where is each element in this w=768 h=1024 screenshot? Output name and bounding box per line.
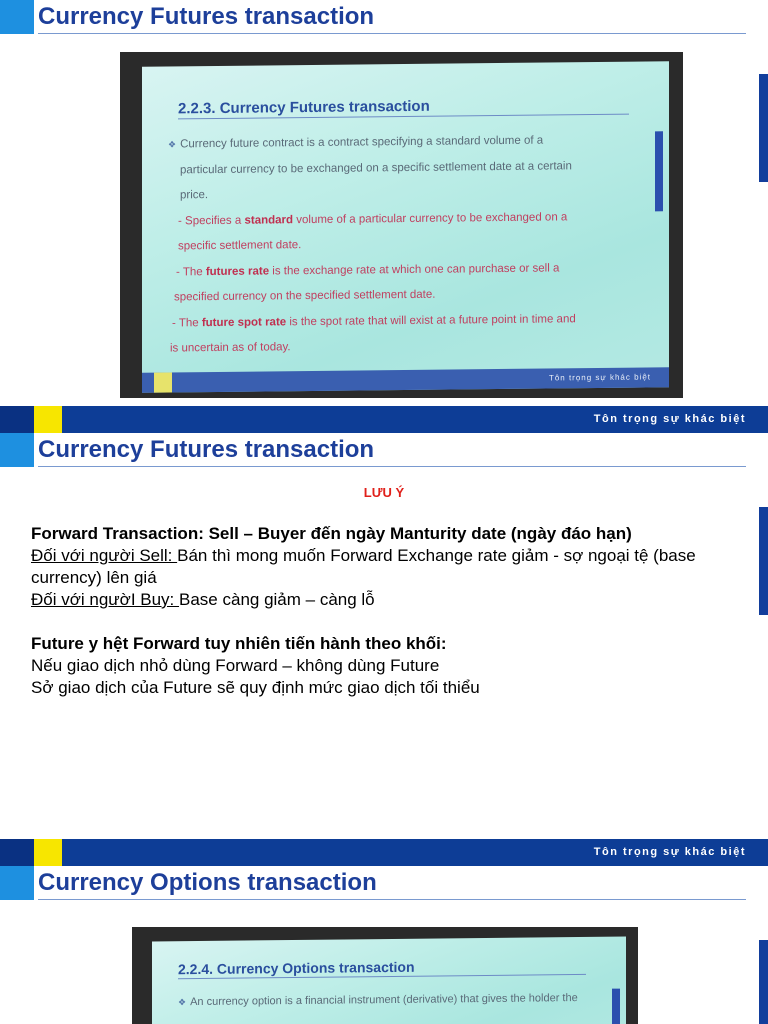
photo-line: specified currency on the specified settlement date. bbox=[174, 288, 436, 304]
body-paragraph: Nếu giao dịch nhỏ dùng Forward – không dùng Future bbox=[31, 656, 440, 675]
side-bar bbox=[759, 940, 768, 1024]
photo-footer-bar bbox=[142, 367, 669, 393]
title-rule bbox=[38, 466, 746, 467]
slide-footer bbox=[0, 839, 768, 866]
slide-photo bbox=[120, 52, 683, 398]
side-bar bbox=[759, 507, 768, 615]
slide-2 bbox=[0, 433, 768, 839]
photo-line: ❖ An currency option is a financial instrument (derivative) that gives the holder the bbox=[178, 992, 578, 1009]
slide-3 bbox=[0, 866, 768, 1024]
title-rule bbox=[38, 33, 746, 34]
photo-line: price. bbox=[180, 189, 209, 202]
title-accent-block bbox=[0, 866, 34, 900]
photo-line: specific settlement date. bbox=[178, 239, 302, 253]
title-accent-block bbox=[0, 0, 34, 34]
photo-line: - The future spot rate is the spot rate that will exist at a future point in time and bbox=[172, 312, 576, 329]
slide-title: Currency Futures transaction bbox=[38, 436, 375, 463]
photo-line: particular currency to be exchanged on a specific settlement date at a certain bbox=[180, 159, 572, 176]
footer-yellow-block bbox=[34, 406, 62, 433]
diamond-bullet-icon: ❖ bbox=[178, 997, 187, 1008]
slide-footer bbox=[0, 406, 768, 433]
photo-body bbox=[168, 128, 621, 362]
photo-line: - The futures rate is the exchange rate at which one can purchase or sell a bbox=[176, 261, 560, 278]
title-accent-block bbox=[0, 433, 34, 467]
slide-1 bbox=[0, 0, 768, 406]
slide-body bbox=[31, 523, 731, 699]
photo-line: is uncertain as of today. bbox=[170, 341, 291, 355]
photo-heading: 2.2.3. Currency Futures transaction bbox=[178, 97, 430, 118]
photo-footer-yellow-block bbox=[154, 372, 172, 392]
body-paragraph: Đối với người Sell: Bán thì mong muốn Forward Exchange rate giảm - sợ ngoại tệ (base currency) lên giá bbox=[31, 546, 696, 587]
body-paragraph: Forward Transaction: Sell – Buyer đến ngày Manturity date (ngày đáo hạn) bbox=[31, 524, 632, 543]
slide-title: Currency Options transaction bbox=[38, 869, 377, 896]
body-paragraph: Future y hệt Forward tuy nhiên tiến hành theo khối: bbox=[31, 634, 447, 653]
slide-title: Currency Futures transaction bbox=[38, 3, 375, 30]
note-heading: LƯU Ý bbox=[363, 485, 405, 500]
photo-body bbox=[178, 987, 578, 1013]
body-paragraph: Sở giao dịch của Future sẽ quy định mức giao dịch tối thiểu bbox=[31, 678, 480, 697]
footer-blue-block bbox=[0, 406, 34, 433]
side-bar bbox=[759, 74, 768, 182]
photo-side-bar bbox=[655, 131, 663, 211]
diamond-bullet-icon: ❖ bbox=[168, 139, 177, 150]
slide-photo bbox=[132, 927, 638, 1024]
footer-tagline: Tôn trọng sự khác biệt bbox=[593, 846, 746, 858]
footer-tagline: Tôn trọng sự khác biệt bbox=[593, 413, 746, 425]
body-paragraph: Đối với ngườI Buy: Base càng giảm – càng lỗ bbox=[31, 590, 375, 609]
photo-heading: 2.2.4. Currency Options transaction bbox=[178, 958, 415, 978]
photo-side-bar bbox=[612, 989, 620, 1024]
footer-blue-block bbox=[0, 839, 34, 866]
title-rule bbox=[38, 899, 746, 900]
photo-line: ❖ Currency future contract is a contract specifying a standard volume of a bbox=[168, 134, 544, 151]
photo-footer-tagline: Tôn trọng sự khác biệt bbox=[548, 372, 651, 383]
footer-yellow-block bbox=[34, 839, 62, 866]
photo-line: - Specifies a standard volume of a particular currency to be exchanged on a bbox=[178, 210, 568, 227]
projected-screen bbox=[152, 937, 626, 1024]
projected-screen bbox=[142, 61, 669, 393]
